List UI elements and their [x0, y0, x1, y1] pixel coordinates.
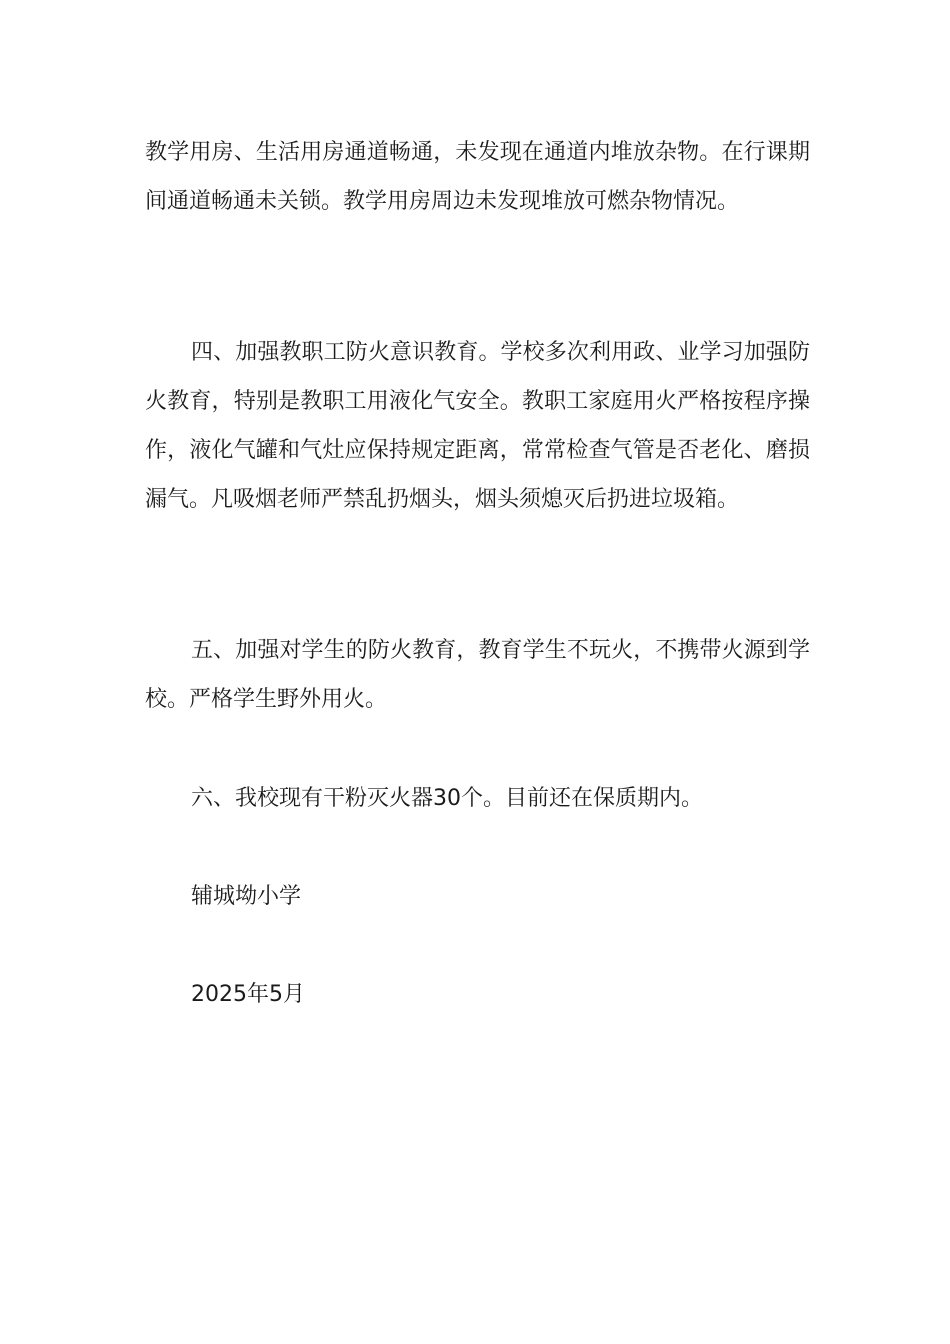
paragraph-continued: 教学用房、生活用房通道畅通，未发现在通道内堆放杂物。在行课期间通道畅通未关锁。教学用房周边未发现堆放可燃杂物情况。	[145, 140, 810, 214]
signature-date: 2025年5月	[191, 982, 305, 1007]
signature-organization: 辅城坳小学	[191, 884, 302, 909]
paragraph-section-six: 六、我校现有干粉灭火器30个。目前还在保质期内。	[191, 786, 703, 811]
paragraph-section-four: 四、加强教职工防火意识教育。学校多次利用政、业学习加强防火教育，特别是教职工用液化气安全。教职工家庭用火严格按程序操作，液化气罐和气灶应保持规定距离，常常检查气管是否老化、磨损漏气。凡吸烟老师严禁乱扔烟头，烟头须熄灭后扔进垃圾箱。	[145, 340, 810, 512]
paragraph-section-five: 五、加强对学生的防火教育，教育学生不玩火，不携带火源到学校。严格学生野外用火。	[145, 638, 810, 712]
